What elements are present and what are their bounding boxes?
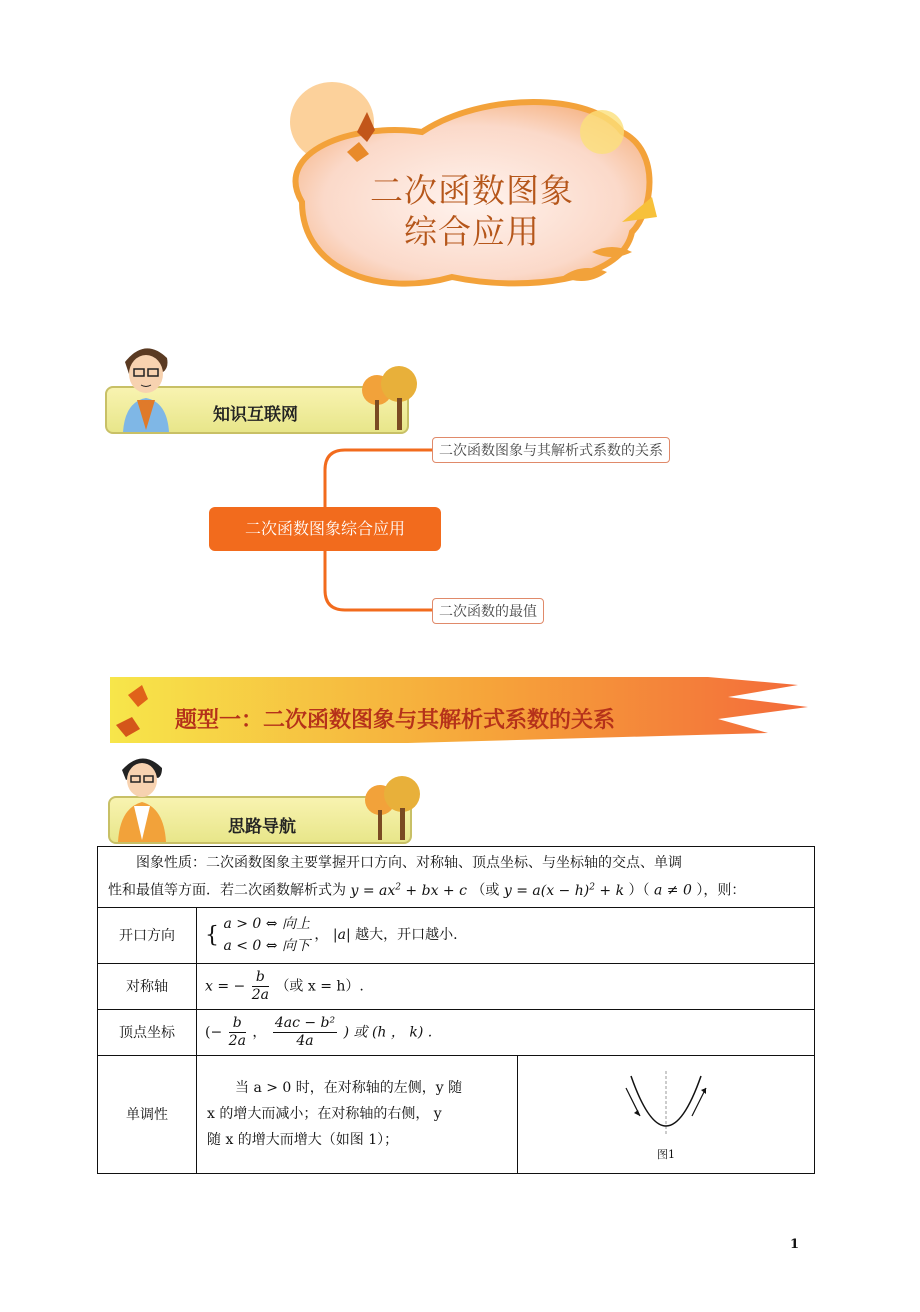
vertex-y-fraction: $\frac{\text{4ac − b²}}{4a}$	[274, 1014, 336, 1049]
intro-text-b: （或	[471, 882, 500, 899]
intro-text-a: 性和最值等方面．若二次函数解析式为	[108, 882, 346, 899]
intro-text-d: ），则：	[696, 882, 746, 899]
opening-tail: 越大，开口越小.	[355, 927, 458, 944]
monotonic-line-1: 当 a > 0 时，在对称轴的左侧，y 随	[235, 1080, 463, 1097]
formula-vertex-form: $y = a(x - h)^2 + k$	[503, 882, 625, 899]
axis-lhs: x = −	[205, 978, 246, 995]
title-banner	[262, 72, 682, 302]
opening-content: { a > 0 ⇔ 向上 a < 0 ⇔ 向下 ， |a| 越大，开口越小.	[197, 907, 815, 963]
vertex-x-fraction: $\frac{b}{2a}$	[228, 1014, 246, 1049]
intro-text-c: ）（	[628, 882, 650, 899]
opening-case-up: a > 0 ⇔ 向上	[223, 916, 310, 933]
opening-label: 开口方向	[98, 907, 197, 963]
autumn-tree-icon	[355, 362, 423, 432]
intro-line-2	[108, 875, 804, 903]
axis-tail: （或 x = h）.	[275, 978, 364, 995]
knowledge-header-label: 知识互联网	[213, 405, 298, 425]
properties-table	[97, 846, 815, 1174]
monotonic-line-3: 随 x 的增大而增大（如图 1）；	[207, 1132, 399, 1149]
title-line-2: 综合应用	[404, 212, 540, 251]
abs-a: |a|	[332, 927, 351, 944]
table-row	[98, 1009, 815, 1055]
cartoon-boy-icon	[115, 340, 175, 432]
mindmap-node-coefficients: 二次函数图象与其解析式系数的关系	[432, 437, 670, 463]
formula-general: $y = ax^2$ + bx + c	[350, 882, 467, 899]
page-number: 1	[790, 1237, 800, 1252]
table-row	[98, 963, 815, 1009]
figure-caption: 图1	[657, 1148, 675, 1162]
vertex-tail: ) 或 (h ， k) .	[343, 1024, 433, 1041]
axis-content	[197, 963, 815, 1009]
knowledge-header	[105, 340, 425, 435]
vertex-content	[197, 1009, 815, 1055]
guide-header	[108, 750, 428, 845]
mindmap-root-node: 二次函数图象综合应用	[209, 507, 441, 551]
monotonic-text	[197, 1055, 518, 1173]
vertex-label: 顶点坐标	[98, 1009, 197, 1055]
vertex-open: (−	[205, 1024, 223, 1041]
axis-fraction: $\frac{b}{2a}$	[251, 968, 269, 1003]
table-row	[98, 1055, 815, 1173]
monotonic-label: 单调性	[98, 1055, 197, 1173]
table-row	[98, 847, 815, 908]
axis-label: 对称轴	[98, 963, 197, 1009]
mindmap-node-extrema: 二次函数的最值	[432, 598, 544, 624]
figure-cell	[518, 1055, 815, 1173]
monotonic-line-2: x 的增大而减小；在对称轴的右侧， y	[207, 1106, 442, 1123]
opening-case-down: a < 0 ⇔ 向下	[223, 938, 310, 955]
opening-comma: ，	[314, 927, 329, 944]
table-row	[98, 907, 815, 963]
type-title: 题型一：二次函数图象与其解析式系数的关系	[175, 707, 616, 733]
guide-header-label: 思路导航	[228, 817, 296, 837]
intro-cell	[98, 847, 815, 908]
autumn-tree-icon	[358, 772, 426, 842]
condition-a-nonzero: a ≠ 0	[653, 882, 692, 899]
vertex-comma: ，	[252, 1024, 267, 1041]
intro-line-1: 图象性质：二次函数图象主要掌握开口方向、对称轴、顶点坐标、与坐标轴的交点、单调	[136, 855, 682, 871]
title-line-1: 二次函数图象	[370, 171, 574, 210]
parabola-figure	[616, 1066, 716, 1146]
cartoon-boy-icon	[114, 750, 170, 842]
